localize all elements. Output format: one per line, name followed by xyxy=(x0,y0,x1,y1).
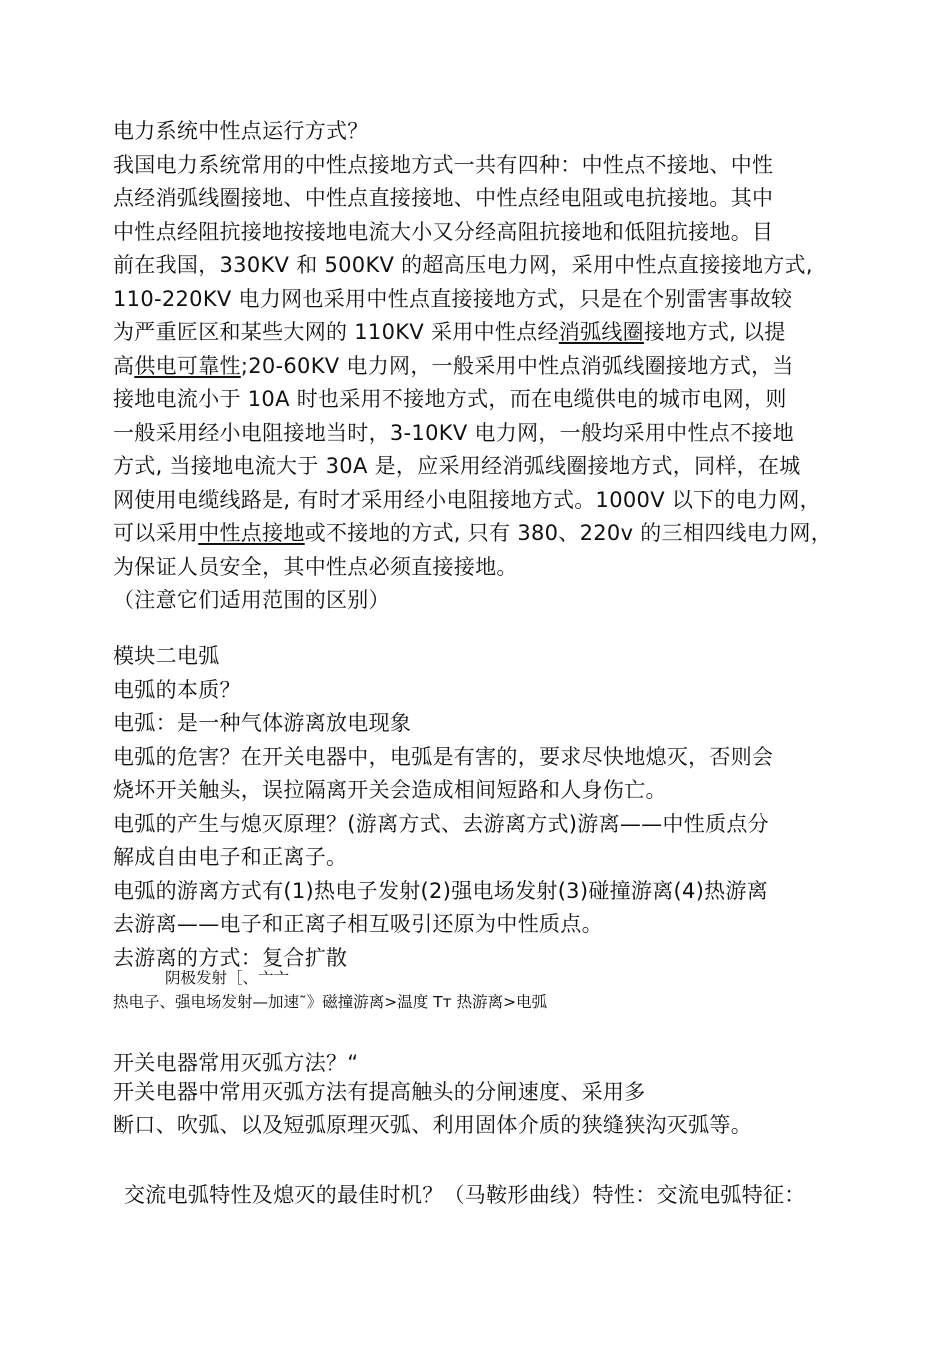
paragraph-line: 为保证人员安全，其中性点必须直接接地。 xyxy=(113,555,518,579)
paragraph-line: 电弧的游离方式有(1)热电子发射(2)强电场发射(3)碰撞游离(4)热游离 xyxy=(113,879,769,903)
text-run: 接地方式, 以提 xyxy=(643,320,786,344)
paragraph-line: 开关电器中常用灭弧方法有提高触头的分闸速度、采用多 xyxy=(113,1080,646,1104)
underlined-term: 供电可靠性 xyxy=(134,354,241,378)
note-text: （注意它们适用范围的区别） xyxy=(113,588,390,612)
paragraph-line: 电弧的危害？在开关电器中，电弧是有害的，要求尽快地熄灭，否则会 xyxy=(113,745,774,769)
diagram-label: 热电子、强电场发射—加速˜》磁撞游离>温度 Tт 热游离>电弧 xyxy=(113,993,548,1011)
underlined-term: 中性点接地 xyxy=(198,521,305,545)
paragraph-line: 断口、吹弧、以及短弧原理灭弧、利用固体介质的狭缝狭沟灭弧等。 xyxy=(113,1113,752,1137)
paragraph-line: 一般采用经小电阻接地当时，3-10KV 电力网，一般均采用中性点不接地 xyxy=(113,421,794,445)
text-run: ;20-60KV 电力网，一般采用中性点消弧线圈接地方式，当 xyxy=(240,354,794,378)
paragraph-line: 我国电力系统常用的中性点接地方式一共有四种：中性点不接地、中性 xyxy=(113,153,774,177)
paragraph-line: 网使用电缆线路是, 有时才采用经小电阻接地方式。1000V 以下的电力网， xyxy=(113,488,821,512)
paragraph-line: 开关电器常用灭弧方法？“ xyxy=(113,1051,359,1075)
underlined-term: 消弧线圈 xyxy=(558,320,644,344)
paragraph-line: 电弧的本质？ xyxy=(113,678,241,702)
paragraph-line: 110-220KV 电力网也采用中性点直接接地方式，只是在个别雷害事故较 xyxy=(113,287,793,311)
paragraph-line xyxy=(113,518,832,548)
paragraph-line xyxy=(113,317,786,347)
text-run: 为严重匠区和某些大网的 110KV 采用中性点经 xyxy=(113,320,559,344)
paragraph-line: 电弧：是一种气体游离放电现象 xyxy=(113,711,412,735)
section-title: 电力系统中性点运行方式？ xyxy=(113,119,369,143)
text-run: 高 xyxy=(113,354,135,378)
paragraph-line: 烧坏开关触头，误拉隔离开关会造成相间短路和人身伤亡。 xyxy=(113,778,667,802)
paragraph-line: 解成自由电子和正离子。 xyxy=(113,845,348,869)
paragraph-line: 前在我国，330KV 和 500KV 的超高压电力网，采用中性点直接接地方式, xyxy=(113,253,813,277)
paragraph-line xyxy=(113,351,794,381)
text-run: 可以采用 xyxy=(113,521,199,545)
diagram-label: 阴极发射［、亠亠 xyxy=(165,969,290,987)
paragraph-line: 电弧的产生与熄灭原理？(游离方式、去游离方式)游离——中性质点分 xyxy=(113,812,769,836)
paragraph-line: 去游离的方式：复合扩散 xyxy=(113,946,348,970)
paragraph-line: 中性点经阻抗接地按接地电流大小又分经高阻抗接地和低阻抗接地。目 xyxy=(113,220,774,244)
paragraph-line: 接地电流小于 10A 时也采用不接地方式，而在电缆供电的城市电网，则 xyxy=(113,387,787,411)
text-run: 或不接地的方式, 只有 380、220v 的三相四线电力网， xyxy=(304,521,832,545)
paragraph-line: 方式, 当接地电流大于 30A 是，应采用经消弧线圈接地方式，同样，在城 xyxy=(113,454,801,478)
paragraph-line: 交流电弧特性及熄灭的最佳时机？（马鞍形曲线）特性：交流电弧特征： xyxy=(124,1183,806,1207)
section-title: 模块二电弧 xyxy=(113,644,220,668)
paragraph-line: 点经消弧线圈接地、中性点直接接地、中性点经电阻或电抗接地。其中 xyxy=(113,186,774,210)
paragraph-line: 去游离——电子和正离子相互吸引还原为中性质点。 xyxy=(113,912,603,936)
